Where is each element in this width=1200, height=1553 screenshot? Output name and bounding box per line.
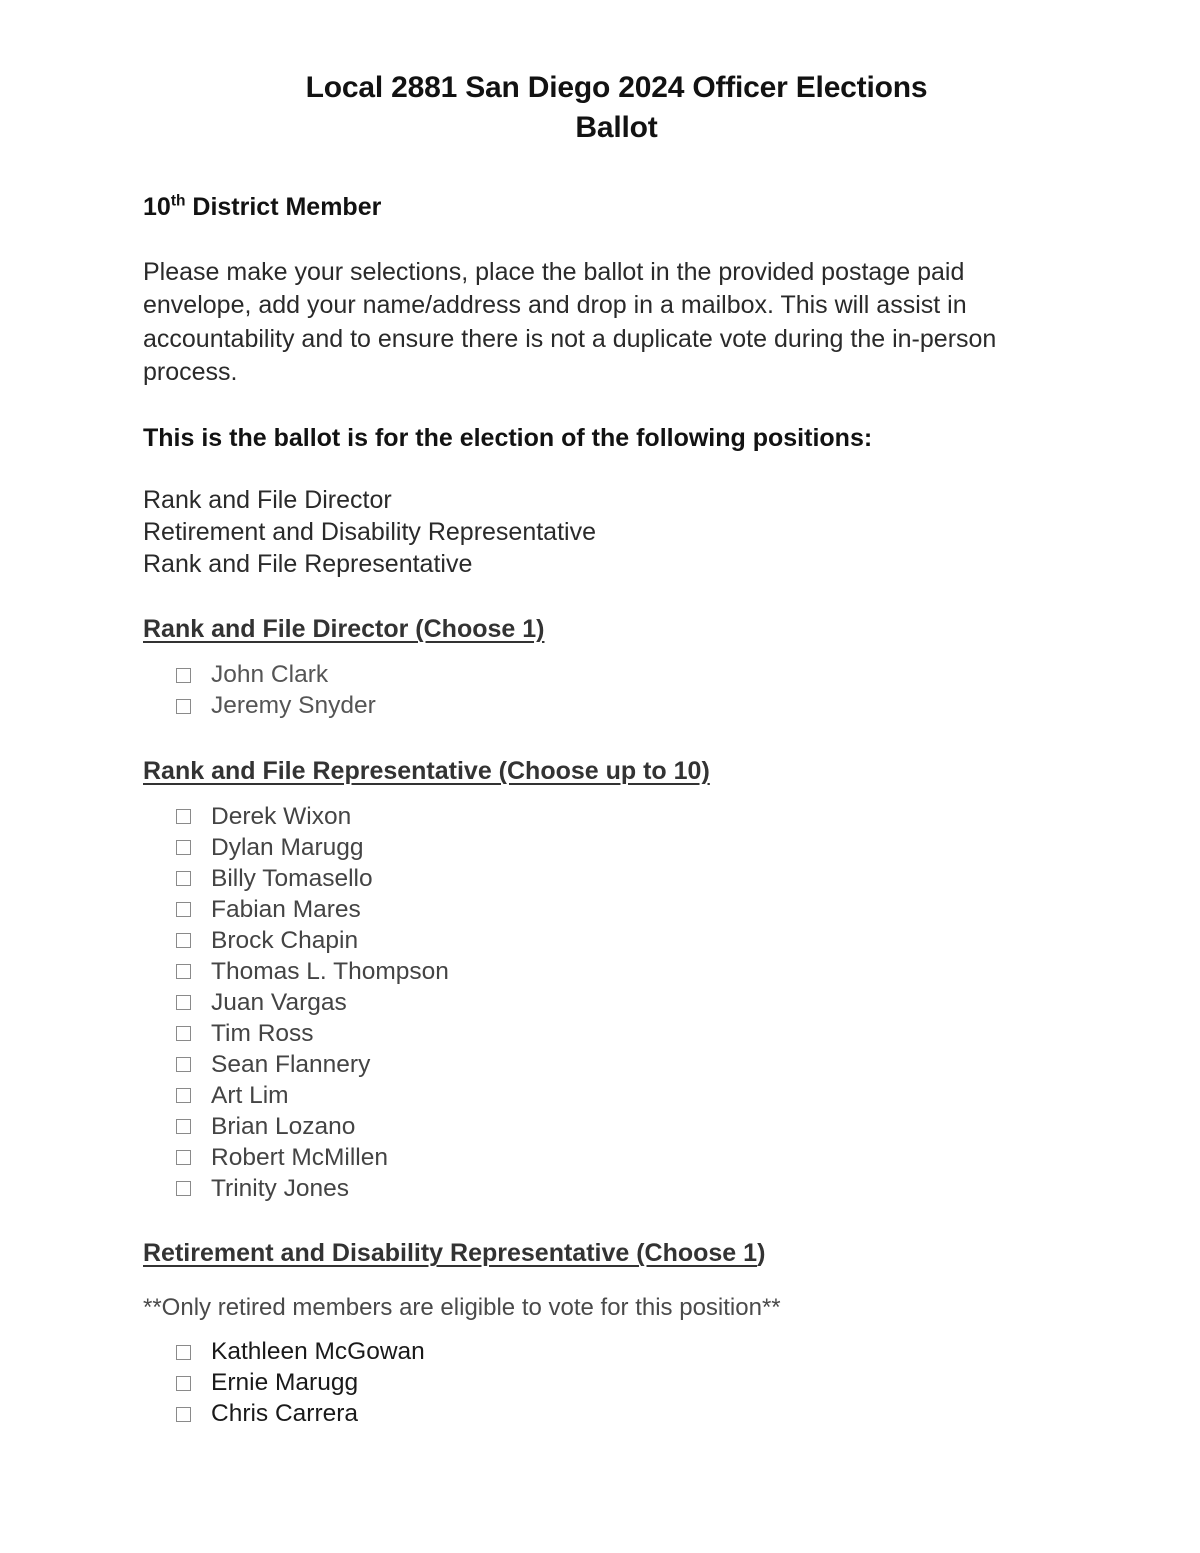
list-item[interactable] xyxy=(143,1173,1090,1204)
checkbox-icon[interactable] xyxy=(176,668,191,683)
list-item[interactable] xyxy=(143,894,1090,925)
candidate-name: Juan Vargas xyxy=(211,988,347,1016)
section-heading-rank-and-file-director xyxy=(143,580,1090,646)
checkbox-icon[interactable] xyxy=(176,1181,191,1196)
section-heading-text: Rank and File Representative (Choose up to 10) xyxy=(143,756,710,785)
candidate-name: Derek Wixon xyxy=(211,802,352,830)
list-item[interactable] xyxy=(143,832,1090,863)
list-item[interactable] xyxy=(143,925,1090,956)
candidate-name: Robert McMillen xyxy=(211,1143,388,1171)
candidate-list-rank-and-file-director xyxy=(143,646,1090,722)
list-item[interactable] xyxy=(143,1337,1090,1368)
page-title xyxy=(143,0,1090,147)
checkbox-icon[interactable] xyxy=(176,871,191,886)
district-label: District Member xyxy=(185,193,382,222)
list-item[interactable] xyxy=(143,1049,1090,1080)
list-item: Retirement and Disability Representative xyxy=(143,518,596,547)
candidate-name: Dylan Marugg xyxy=(211,833,364,861)
candidate-name: Jeremy Snyder xyxy=(211,692,376,720)
checkbox-icon[interactable] xyxy=(176,1376,191,1391)
list-item[interactable] xyxy=(143,863,1090,894)
instructions-paragraph: Please make your selections, place the ballot in the provided postage paid envelope, add your name/address and drop in a mailbox. This will assist in accountability and to ensure there is not a duplicate vote during the in-person process. xyxy=(143,258,997,386)
checkbox-icon[interactable] xyxy=(176,902,191,917)
checkbox-icon[interactable] xyxy=(176,995,191,1010)
checkbox-icon[interactable] xyxy=(176,933,191,948)
candidate-name: Fabian Mares xyxy=(211,895,361,923)
page-title-line-1: Local 2881 San Diego 2024 Officer Elections xyxy=(305,71,928,104)
checkbox-icon[interactable] xyxy=(176,809,191,824)
district-number: 10 xyxy=(143,193,171,222)
candidate-name: Tim Ross xyxy=(211,1019,314,1047)
candidate-name: Trinity Jones xyxy=(211,1174,349,1202)
list-item: Rank and File Representative xyxy=(143,550,473,579)
list-item[interactable] xyxy=(143,801,1090,832)
checkbox-icon[interactable] xyxy=(176,699,191,714)
checkbox-icon[interactable] xyxy=(176,1026,191,1041)
checkbox-icon[interactable] xyxy=(176,840,191,855)
candidate-name: Brock Chapin xyxy=(211,926,359,954)
list-item[interactable] xyxy=(143,1018,1090,1049)
list-item[interactable] xyxy=(143,1142,1090,1173)
district-ordinal-suffix: th xyxy=(170,192,186,210)
candidate-list-retirement-and-disability-representative xyxy=(143,1323,1090,1430)
checkbox-icon[interactable] xyxy=(176,964,191,979)
candidate-name: Art Lim xyxy=(211,1081,289,1109)
candidate-name: John Clark xyxy=(211,661,329,689)
candidate-name: Brian Lozano xyxy=(211,1112,356,1140)
list-item[interactable] xyxy=(143,1080,1090,1111)
list-item[interactable] xyxy=(143,660,1090,691)
candidate-name: Billy Tomasello xyxy=(211,864,373,892)
list-item: Rank and File Director xyxy=(143,486,392,515)
district-heading xyxy=(143,147,1090,222)
candidate-name: Thomas L. Thompson xyxy=(211,957,449,985)
positions-lead-text: This is the ballot is for the election of the following positions: xyxy=(143,424,873,453)
list-item[interactable] xyxy=(143,1111,1090,1142)
candidate-name: Chris Carrera xyxy=(211,1400,359,1428)
list-item[interactable] xyxy=(143,1368,1090,1399)
checkbox-icon[interactable] xyxy=(176,1057,191,1072)
section-heading-text: Rank and File Director (Choose 1) xyxy=(143,615,545,644)
checkbox-icon[interactable] xyxy=(176,1150,191,1165)
candidate-list-rank-and-file-representative xyxy=(143,787,1090,1204)
checkbox-icon[interactable] xyxy=(176,1119,191,1134)
eligibility-note: **Only retired members are eligible to vote for this position** xyxy=(143,1293,781,1321)
checkbox-icon[interactable] xyxy=(176,1345,191,1360)
section-heading-text: Retirement and Disability Representative (Choose 1 xyxy=(143,1239,758,1268)
section-heading-retirement-and-disability-representative xyxy=(143,1204,1090,1270)
positions-overview-list xyxy=(143,454,1090,580)
list-item[interactable] xyxy=(143,691,1090,722)
candidate-name: Sean Flannery xyxy=(211,1050,371,1078)
section-heading-rank-and-file-representative xyxy=(143,722,1090,788)
checkbox-icon[interactable] xyxy=(176,1407,191,1422)
candidate-name: Kathleen McGowan xyxy=(211,1338,425,1366)
checkbox-icon[interactable] xyxy=(176,1088,191,1103)
section-heading-tail: ) xyxy=(757,1239,766,1268)
list-item[interactable] xyxy=(143,956,1090,987)
page-title-line-2: Ballot xyxy=(575,110,658,144)
list-item[interactable] xyxy=(143,987,1090,1018)
candidate-name: Ernie Marugg xyxy=(211,1369,359,1397)
list-item[interactable] xyxy=(143,1399,1090,1430)
